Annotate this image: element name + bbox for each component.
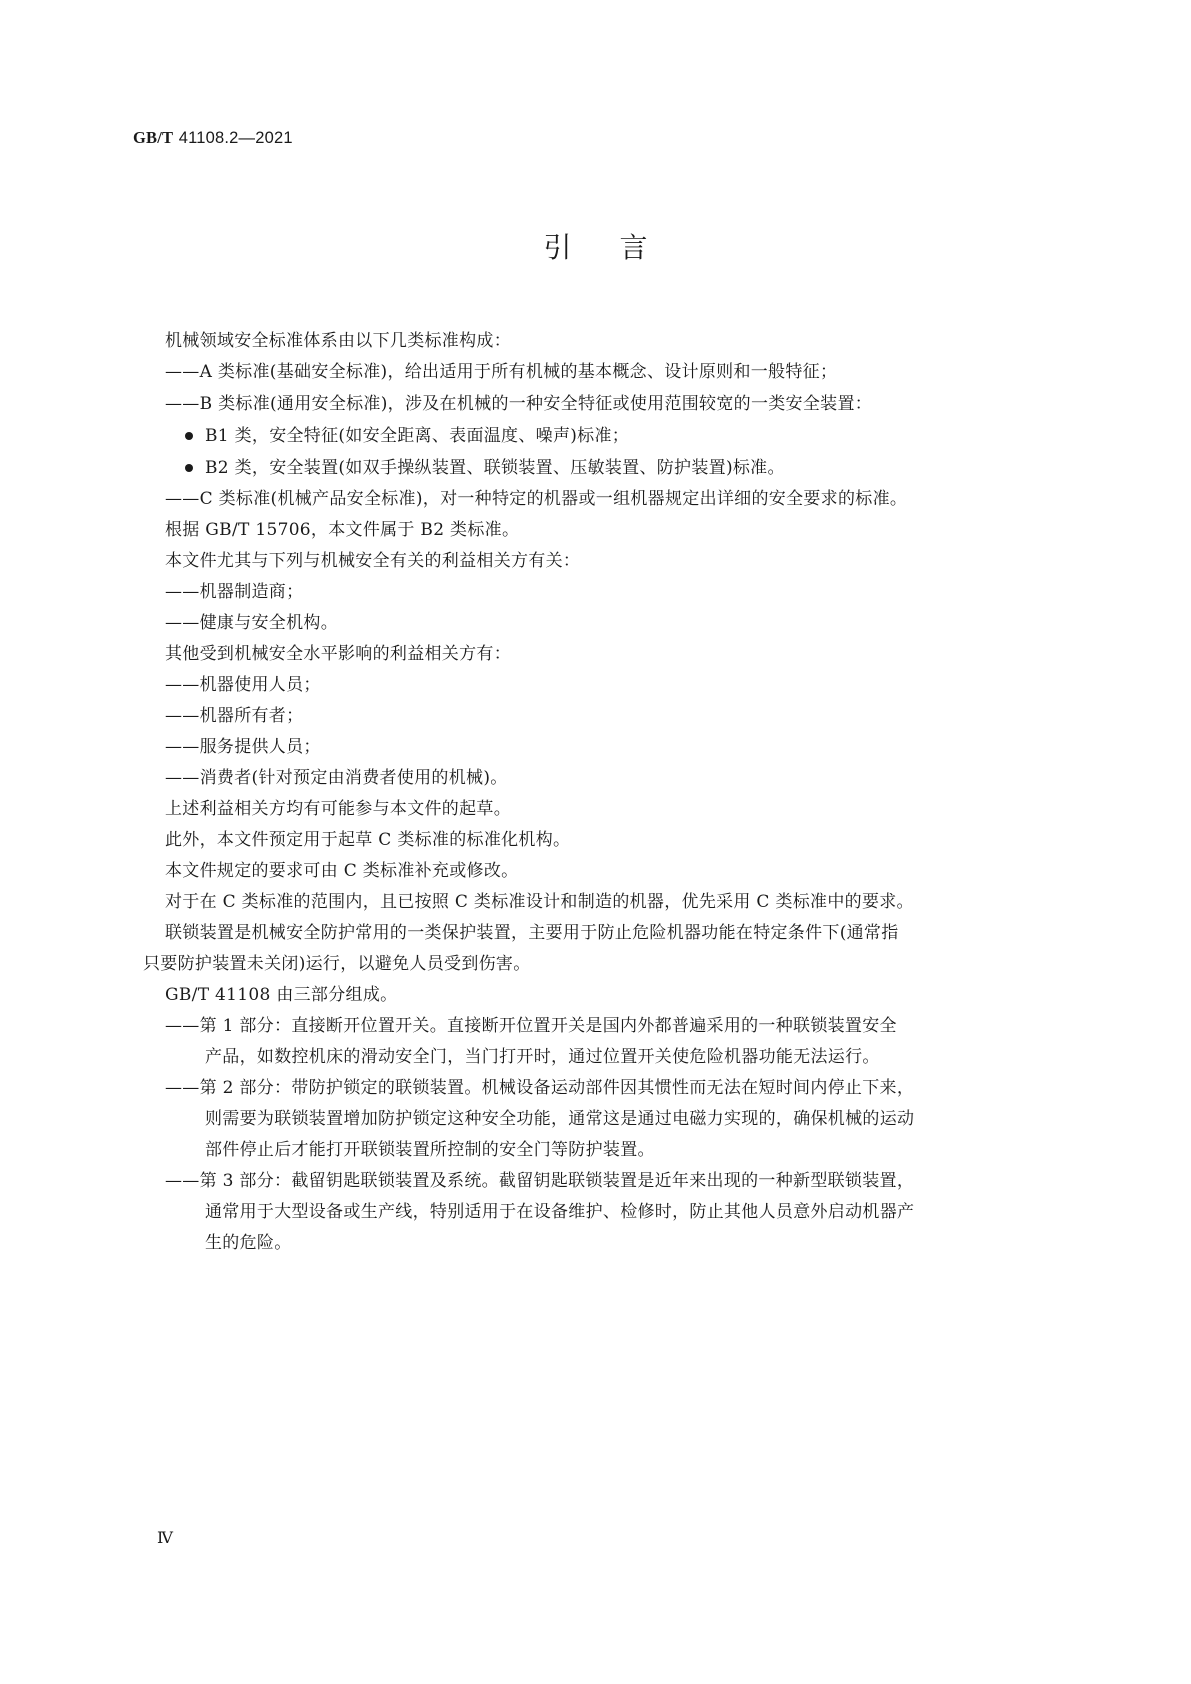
list-item-continuation: 部件停止后才能打开联锁装置所控制的安全门等防护装置。 [205,1140,655,1160]
list-item-a-standards: ——A 类标准(基础安全标准)，给出适用于所有机械的基本概念、设计原则和一般特征； [165,362,838,382]
bullet-icon [185,432,193,440]
list-item-c-standards: ——C 类标准(机械产品安全标准)，对一种特定的机器或一组机器规定出详细的安全要求的标准。 [165,489,908,509]
page-number: Ⅳ [157,1530,173,1547]
paragraph-continuation: 只要防护装置未关闭)运行，以避免人员受到伤害。 [143,954,531,974]
list-item-part-1: ——第 1 部分：直接断开位置开关。直接断开位置开关是国内外都普遍采用的一种联锁装置安全 [165,1016,897,1036]
paragraph: 上述利益相关方均有可能参与本文件的起草。 [165,799,511,819]
list-item-part-3: ——第 3 部分：截留钥匙联锁装置及系统。截留钥匙联锁装置是近年来出现的一种新型联锁装置， [165,1171,915,1191]
paragraph: 本文件规定的要求可由 C 类标准补充或修改。 [165,861,519,881]
paragraph: 机械领域安全标准体系由以下几类标准构成： [165,331,511,351]
list-item-b-standards: ——B 类标准(通用安全标准)，涉及在机械的一种安全特征或使用范围较宽的一类安全装置： [165,394,873,414]
list-item-continuation: 则需要为联锁装置增加防护锁定这种安全功能，通常这是通过电磁力实现的，确保机械的运动 [205,1109,915,1129]
list-item: ——机器制造商； [165,582,304,602]
list-item: ——健康与安全机构。 [165,613,338,633]
list-item-part-2: ——第 2 部分：带防护锁定的联锁装置。机械设备运动部件因其惯性而无法在短时间内停止下来， [165,1078,915,1098]
paragraph: 此外，本文件预定用于起草 C 类标准的标准化机构。 [165,830,571,850]
paragraph: 其他受到机械安全水平影响的利益相关方有： [165,644,511,664]
list-item: ——机器使用人员； [165,675,321,695]
page-title: 引言 [543,231,696,264]
standard-number-header [133,128,293,148]
paragraph: 对于在 C 类标准的范围内，且已按照 C 类标准设计和制造的机器，优先采用 C 类标准中的要求。 [165,892,914,912]
paragraph: GB/T 41108 由三部分组成。 [165,985,398,1005]
list-item-b1: B1 类，安全特征(如安全距离、表面温度、噪声)标准； [205,426,630,446]
list-item: ——机器所有者； [165,706,304,726]
standard-code: GB/T [133,128,174,147]
list-item-continuation: 产品，如数控机床的滑动安全门，当门打开时，通过位置开关使危险机器功能无法运行。 [205,1047,880,1067]
paragraph: 本文件尤其与下列与机械安全有关的利益相关方有关： [165,551,581,571]
bullet-icon [185,464,193,472]
list-item-continuation: 生的危险。 [205,1233,292,1253]
paragraph: 根据 GB/T 15706，本文件属于 B2 类标准。 [165,520,520,540]
list-item: ——服务提供人员； [165,737,321,757]
list-item-b2: B2 类，安全装置(如双手操纵装置、联锁装置、压敏装置、防护装置)标准。 [205,458,785,478]
list-item-continuation: 通常用于大型设备或生产线，特别适用于在设备维护、检修时，防止其他人员意外启动机器产 [205,1202,915,1222]
list-item: ——消费者(针对预定由消费者使用的机械)。 [165,768,508,788]
paragraph: 联锁装置是机械安全防护常用的一类保护装置，主要用于防止危险机器功能在特定条件下(通常指 [165,923,899,943]
standard-number: 41108.2—2021 [178,129,293,147]
